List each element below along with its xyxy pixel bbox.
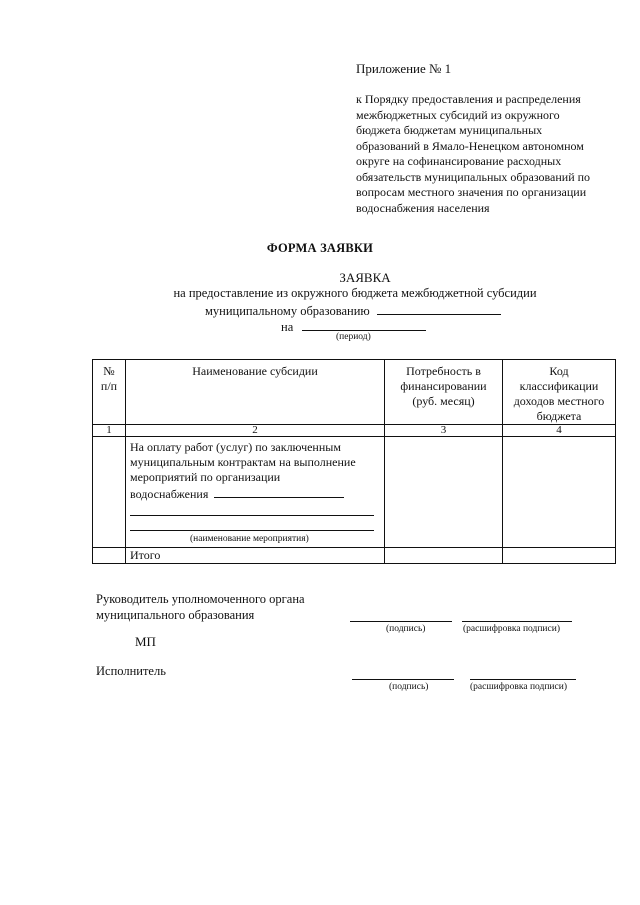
subsidy-line-with-field (130, 485, 384, 502)
header-code-line: бюджета (536, 409, 582, 423)
header-need-line: (руб. месяц) (412, 394, 475, 408)
appendix-line: водоснабжения населения (356, 200, 490, 215)
index-cell: 3 (385, 425, 503, 437)
header-code-line: Код (549, 364, 569, 378)
header-code-line: классификации (519, 379, 599, 393)
total-row (93, 548, 616, 564)
header-num-line: № (103, 364, 115, 378)
executor-signature-line[interactable] (352, 678, 454, 680)
header-row (93, 360, 616, 425)
subsidy-name-cell (126, 437, 385, 548)
appendix-text (356, 92, 606, 216)
head-decoding-line[interactable] (462, 620, 572, 622)
subsidy-code-cell[interactable] (503, 437, 616, 548)
executor-label: Исполнитель (96, 664, 166, 678)
head-signature-line[interactable] (350, 620, 452, 622)
header-need-line: финансировании (400, 379, 487, 393)
total-num-cell (93, 548, 126, 564)
event-name-line-3[interactable] (130, 516, 374, 531)
subsidy-line: муниципальным контрактам на выполнение (130, 455, 356, 469)
header-code-line: доходов местного (513, 394, 605, 408)
period-field[interactable] (302, 318, 426, 331)
head-title-line: муниципального образования (96, 608, 255, 622)
period-caption: (период) (336, 332, 371, 342)
appendix-line: образований в Ямало-Ненецком автономном (356, 138, 584, 153)
subsidy-line: водоснабжения (130, 487, 209, 501)
subsidy-num-cell (93, 437, 126, 548)
executor-decoding-caption: (расшифровка подписи) (470, 682, 567, 692)
appendix-line: к Порядку предоставления и распределения (356, 92, 581, 106)
total-label: Итого (126, 548, 385, 564)
index-cell: 1 (93, 425, 126, 437)
total-code-cell[interactable] (503, 548, 616, 564)
header-code (503, 360, 616, 425)
appendix-title: Приложение № 1 (356, 61, 452, 76)
head-title-line: Руководитель уполномоченного органа (96, 592, 305, 606)
index-row (93, 425, 616, 437)
head-decoding-caption: (расшифровка подписи) (463, 624, 560, 634)
executor-decoding-line[interactable] (470, 678, 576, 680)
executor-signature-caption: (подпись) (389, 682, 429, 692)
subsidy-row (93, 437, 616, 548)
request-title: ЗАЯВКА (339, 270, 391, 285)
header-need (385, 360, 503, 425)
subsidy-table (92, 359, 616, 564)
appendix-line: округе на софинансирование расходных (356, 154, 562, 168)
municipality-label: муниципальному образованию (205, 304, 370, 318)
header-need-line: Потребность в (406, 364, 481, 378)
subsidy-line: На оплату работ (услуг) по заключенным (130, 440, 341, 454)
event-name-field[interactable] (214, 485, 344, 498)
appendix-line: межбюджетных субсидий из окружного (356, 107, 560, 122)
header-num-line: п/п (100, 379, 118, 393)
appendix-line: бюджета бюджетам муниципальных (356, 123, 543, 137)
index-cell: 4 (503, 425, 616, 437)
appendix-line: вопросам местного значения по организации (356, 185, 587, 199)
appendix-line: обязательств муниципальных образований по (356, 169, 591, 184)
municipality-row (205, 302, 501, 319)
subsidy-line: мероприятий по организации (130, 470, 281, 484)
period-prefix: на (281, 320, 294, 334)
index-cell: 2 (126, 425, 385, 437)
header-name (126, 360, 385, 425)
subsidy-need-cell[interactable] (385, 437, 503, 548)
stamp-label: МП (135, 634, 156, 649)
head-signature-caption: (подпись) (386, 624, 426, 634)
header-num (93, 360, 126, 425)
head-title (96, 591, 305, 623)
request-line1: на предоставление из окружного бюджета межбюджетной субсидии (173, 286, 537, 300)
event-caption: (наименование мероприятия) (190, 534, 309, 544)
total-need-cell[interactable] (385, 548, 503, 564)
header-name-text: Наименование субсидии (192, 364, 318, 378)
event-name-line-2[interactable] (130, 502, 374, 516)
municipality-field[interactable] (377, 302, 501, 315)
form-title: ФОРМА ЗАЯВКИ (266, 241, 374, 255)
